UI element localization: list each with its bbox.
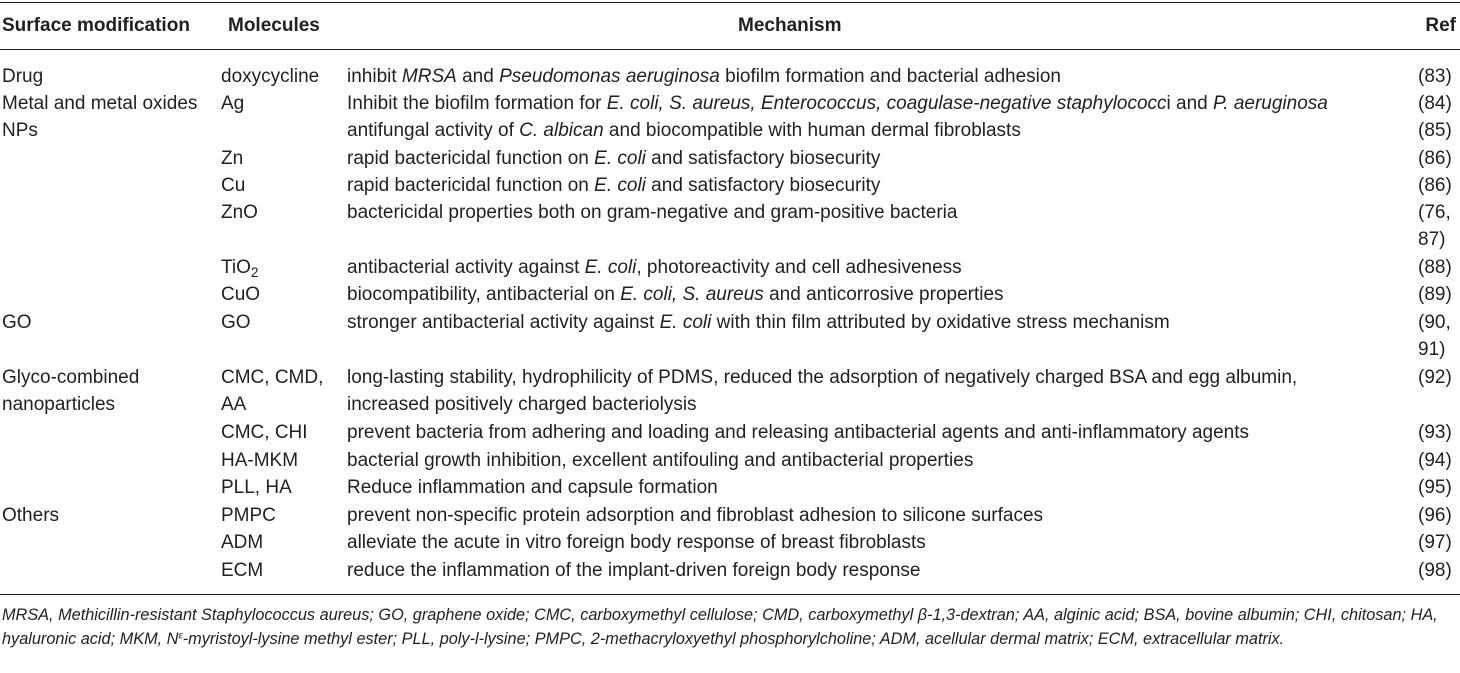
surface-cell: Metal and metal oxides (2, 93, 198, 114)
ref-cell: (95) (1418, 477, 1452, 498)
ref-cell: (98) (1418, 560, 1452, 581)
mechanism-text: inhibit (347, 66, 402, 87)
surface-text: nanoparticles (2, 394, 116, 416)
mechanism-text: and satisfactory biosecurity (645, 175, 881, 196)
mechanism-italic: C. albican (519, 120, 604, 141)
ref-text: 87) (1418, 229, 1446, 251)
footnote-text: -myristoyl-lysine methyl ester; PLL, poly-l-lysine; PMPC, 2-methacryloxyethyl phosphorylcholine; ADM, acellular dermal matrix; ECM, extracellular matrix. (182, 630, 1285, 648)
mechanism-text: and satisfactory biosecurity (645, 148, 881, 169)
mechanism-text: and biocompatible with human dermal fibroblasts (603, 120, 1021, 141)
mechanism-cell (347, 254, 1397, 281)
molecule-text: AA (221, 394, 247, 416)
mechanism-cell (347, 502, 1397, 529)
ref-text: (90, (1418, 312, 1451, 333)
mechanism-text: prevent non-specific protein adsorption and fibroblast adhesion to silicone surfaces (347, 505, 1044, 526)
mechanism-text: antibacterial activity against (347, 257, 585, 278)
ref-cell: (86) (1418, 175, 1452, 196)
mechanism-cell (347, 474, 1397, 501)
table-footnote (2, 603, 1458, 651)
mechanism-text: Inhibit the biofilm formation for (347, 93, 607, 114)
mechanism-cell (347, 90, 1397, 117)
ref-cell: (93) (1418, 422, 1452, 443)
ref-cell: (96) (1418, 505, 1452, 526)
ref-cell: (83) (1418, 66, 1452, 87)
molecules-cell: CMC, CHI (221, 422, 308, 443)
footnote-text: MRSA, Methicillin-resistant Staphylococcus aureus; GO, graphene oxide; CMC, carboxymethyl cellulose; CMD, carboxymethyl β-1,3-dextran; AA, alginic acid; BSA, bovine albumin; CHI, chitosan; HA, hyaluronic acid; MKM, N (2, 606, 1438, 648)
molecules-cell: Zn (221, 148, 244, 169)
table-top-rule (0, 2, 1460, 3)
mechanism-cell (347, 172, 1397, 199)
mechanism-text: reduce the inflammation of the implant-driven foreign body response (347, 560, 921, 581)
mechanism-text: rapid bactericidal function on (347, 148, 595, 169)
footnote-superscript: ε (178, 630, 183, 642)
molecules-cell: Cu (221, 175, 246, 196)
mechanism-italic: E. coli, S. aureus (620, 284, 764, 305)
mechanism-text: increased positively charged bacteriolysis (347, 394, 697, 416)
molecules-cell: doxycycline (221, 66, 320, 87)
mechanism-italic: MRSA (401, 66, 457, 87)
ref-cell: (89) (1418, 284, 1452, 305)
surface-cell: GO (2, 312, 32, 333)
mechanism-text: rapid bactericidal function on (347, 175, 595, 196)
molecule-text: CMC, CMD, (221, 367, 324, 388)
molecules-cell: Ag (221, 93, 245, 114)
mechanism-cell (347, 557, 1397, 584)
surface-cell: NPs (2, 120, 38, 141)
mechanism-italic: Pseudomonas aeruginosa (499, 66, 720, 87)
header-surface-modification: Surface modification (2, 15, 190, 36)
mechanism-text: bactericidal properties both on gram-negative and gram-positive bacteria (347, 202, 958, 223)
mechanism-italic: E. coli (594, 148, 646, 169)
molecules-cell (221, 364, 341, 419)
mechanism-text: alleviate the acute in vitro foreign body response of breast fibroblasts (347, 532, 926, 553)
mechanism-text: i and (1166, 93, 1214, 114)
header-ref: Ref (1425, 15, 1456, 36)
mechanism-text: Reduce inflammation and capsule formation (347, 477, 718, 498)
mechanism-cell (347, 419, 1397, 446)
molecules-cell: PMPC (221, 505, 276, 526)
mechanism-italic: E. coli (659, 312, 712, 333)
surface-cell: Others (2, 505, 60, 526)
mechanism-cell (347, 364, 1397, 419)
ref-cell: (97) (1418, 532, 1452, 553)
molecules-cell: GO (221, 312, 251, 333)
surface-cell (2, 364, 217, 419)
mechanism-cell (347, 447, 1397, 474)
ref-cell: (92) (1418, 367, 1452, 388)
mechanism-text: biocompatibility, antibacterial on (347, 284, 621, 305)
surface-text: Glyco-combined (2, 367, 140, 388)
ref-cell (1418, 199, 1458, 254)
ref-cell: (84) (1418, 93, 1452, 114)
ref-text: (76, (1418, 202, 1451, 223)
ref-text: 91) (1418, 339, 1446, 361)
mechanism-text: bacterial growth inhibition, excellent antifouling and antibacterial properties (347, 450, 974, 471)
header-mechanism: Mechanism (738, 15, 842, 36)
mechanism-cell (347, 309, 1397, 336)
molecule-text: TiO (221, 257, 251, 278)
molecules-cell: ECM (221, 560, 264, 581)
ref-cell (1418, 309, 1458, 364)
mechanism-cell (347, 117, 1397, 144)
mechanism-cell (347, 199, 1397, 226)
molecules-cell: PLL, HA (221, 477, 292, 498)
mechanism-text: long-lasting stability, hydrophilicity of PDMS, reduced the adsorption of negatively charged BSA and egg albumin, (347, 367, 1298, 388)
mechanism-text: prevent bacteria from adhering and loading and releasing antibacterial agents and anti-inflammatory agents (347, 422, 1249, 443)
mechanism-cell (347, 63, 1397, 90)
mechanism-text: with thin film attributed by oxidative stress mechanism (711, 312, 1170, 333)
mechanism-text: and (456, 66, 500, 87)
mechanism-text: , photoreactivity and cell adhesiveness (636, 257, 962, 278)
molecules-cell (221, 254, 341, 281)
table-header-rule (0, 49, 1460, 50)
surface-cell: Drug (2, 66, 44, 87)
molecules-cell: ADM (221, 532, 264, 553)
mechanism-cell (347, 281, 1397, 308)
ref-cell: (94) (1418, 450, 1452, 471)
mechanism-cell (347, 145, 1397, 172)
ref-cell: (86) (1418, 148, 1452, 169)
mechanism-text: antifungal activity of (347, 120, 520, 141)
molecule-subscript: 2 (250, 264, 259, 280)
mechanism-italic: E. coli (584, 257, 637, 278)
mechanism-text: and anticorrosive properties (763, 284, 1004, 305)
molecules-cell: CuO (221, 284, 261, 305)
mechanism-italic: E. coli (594, 175, 646, 196)
molecules-cell: ZnO (221, 202, 258, 223)
ref-cell: (88) (1418, 257, 1452, 278)
header-molecules: Molecules (228, 15, 320, 36)
mechanism-text: stronger antibacterial activity against (347, 312, 660, 333)
molecules-cell: HA-MKM (221, 450, 299, 471)
mechanism-italic: P. aeruginosa (1213, 93, 1328, 114)
table-bottom-rule (0, 594, 1460, 595)
mechanism-cell (347, 529, 1397, 556)
ref-cell: (85) (1418, 120, 1452, 141)
mechanism-italic: E. coli, S. aureus, Enterococcus, coagulase-negative staphylococc (606, 93, 1167, 114)
mechanism-text: biofilm formation and bacterial adhesion (719, 66, 1061, 87)
